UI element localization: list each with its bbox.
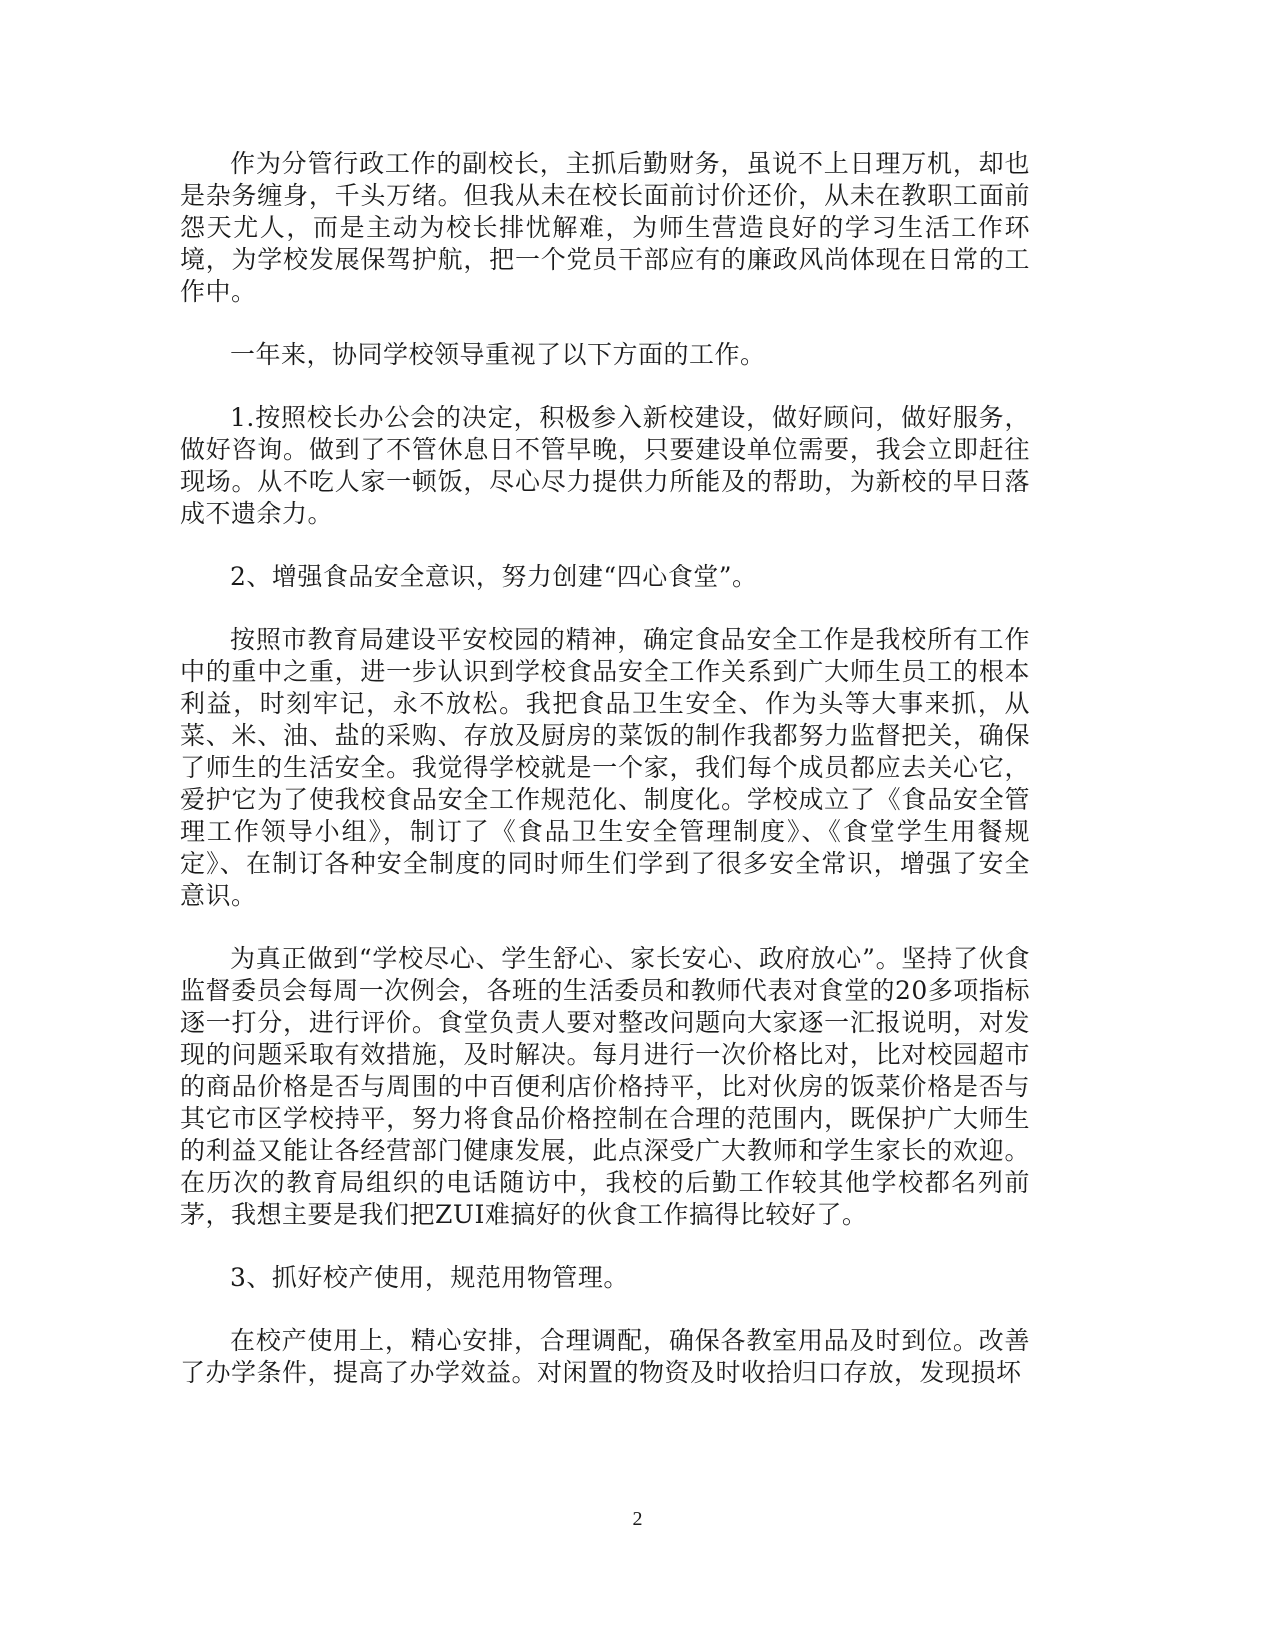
page-number: 2 — [632, 1508, 643, 1530]
document-body — [180, 148, 1030, 1420]
paragraph-heading-3: 3、抓好校产使用，规范用物管理。 — [230, 1263, 629, 1292]
paragraph-overview: 一年来，协同学校领导重视了以下方面的工作。 — [230, 340, 766, 369]
paragraph-heading-2: 2、增强食品安全意识，努力创建“四心食堂”。 — [230, 562, 758, 591]
paragraph-school-property: 在校产使用上，精心安排，合理调配，确保各教室用品及时到位。改善了办学条件，提高了办学效益。对闲置的物资及时收拾归口存放，发现损坏 — [180, 1326, 1030, 1387]
paragraph-intro: 作为分管行政工作的副校长，主抓后勤财务，虽说不上日理万机，却也是杂务缠身，千头万绪。但我从未在校长面前讨价还价，从未在教职工面前怨天尤人，而是主动为校长排忧解难，为师生营造良好的学习生活工作环境，为学校发展保驾护航，把一个党员干部应有的廉政风尚体现在日常的工作中。 — [180, 149, 1030, 306]
paragraph-canteen-supervision: 为真正做到“学校尽心、学生舒心、家长安心、政府放心”。坚持了伙食监督委员会每周一次例会，各班的生活委员和教师代表对食堂的20多项指标逐一打分，进行评价。食堂负责人要对整改问题向大家逐一汇报说明，对发现的问题采取有效措施，及时解决。每月进行一次价格比对，比对校园超市的商品价格是否与周围的中百便利店价格持平，比对伙房的饭菜价格是否与其它市区学校持平，努力将食品价格控制在合理的范围内，既保护广大师生的利益又能让各经营部门健康发展，此点深受广大教师和学生家长的欢迎。在历次的教育局组织的电话随访中，我校的后勤工作较其他学校都名列前茅，我想主要是我们把ZUI难搞好的伙食工作搞得比较好了。 — [180, 944, 1030, 1229]
paragraph-item-1: 1.按照校长办公会的决定，积极参入新校建设，做好顾问，做好服务，做好咨询。做到了不管休息日不管早晚，只要建设单位需要，我会立即赶往现场。从不吃人家一顿饭，尽心尽力提供力所能及的帮助，为新校的早日落成不遗余力。 — [180, 403, 1030, 528]
paragraph-food-safety: 按照市教育局建设平安校园的精神，确定食品安全工作是我校所有工作中的重中之重，进一步认识到学校食品安全工作关系到广大师生员工的根本利益，时刻牢记，永不放松。我把食品卫生安全、作为头等大事来抓，从菜、米、油、盐的采购、存放及厨房的菜饭的制作我都努力监督把关，确保了师生的生活安全。我觉得学校就是一个家，我们每个成员都应去关心它，爱护它为了使我校食品安全工作规范化、制度化。学校成立了《食品安全管理工作领导小组》，制订了《食品卫生安全管理制度》、《食堂学生用餐规定》、在制订各种安全制度的同时师生们学到了很多安全常识，增强了安全意识。 — [180, 625, 1030, 910]
